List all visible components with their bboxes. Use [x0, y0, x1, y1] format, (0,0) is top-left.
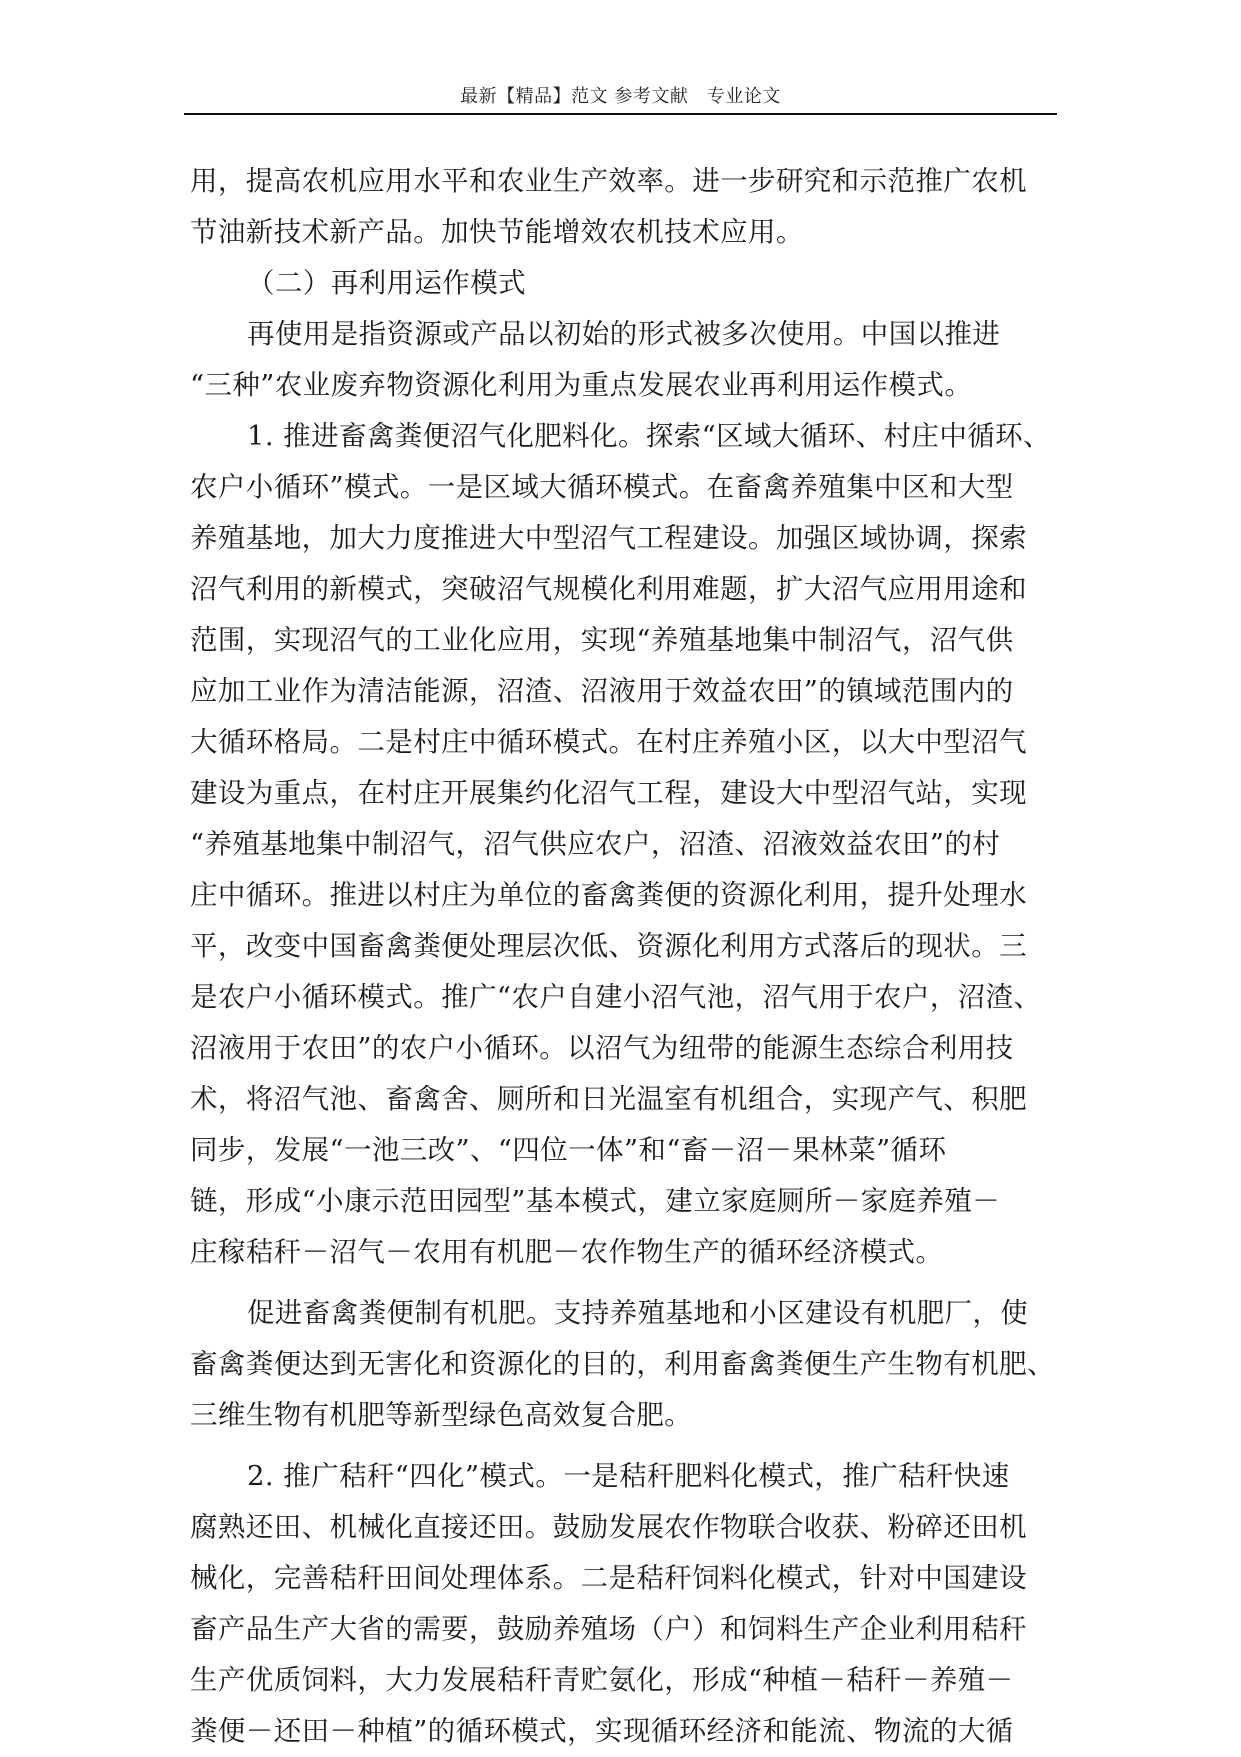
body-line: 同步，发展“一池三改”、“四位一体”和“畜－沼－果林菜”循环: [190, 1134, 947, 1166]
body-line: 2. 推广秸秆“四化”模式。一是秸秆肥料化模式，推广秸秆快速: [247, 1460, 1010, 1492]
body-line: 庄中循环。推进以村庄为单位的畜禽粪便的资源化利用，提升处理水: [190, 879, 1027, 911]
body-line: 促进畜禽粪便制有机肥。支持养殖基地和小区建设有机肥厂，使: [247, 1297, 1029, 1329]
body-line: 粪便－还田－种植”的循环模式，实现循环经济和能流、物流的大循: [190, 1715, 1014, 1747]
body-line: 1. 推进畜禽粪便沼气化肥料化。探索“区域大循环、村庄中循环、: [247, 420, 1051, 452]
body-line: 沼液用于农田”的农户小循环。以沼气为纽带的能源生态综合利用技: [190, 1032, 1014, 1064]
body-line: 三维生物有机肥等新型绿色高效复合肥。: [190, 1399, 693, 1431]
body-line: 腐熟还田、机械化直接还田。鼓励发展农作物联合收获、粉碎还田机: [190, 1511, 1027, 1543]
body-line: “养殖基地集中制沼气，沼气供应农户，沼渣、沼液效益农田”的村: [190, 828, 1001, 860]
body-line: 建设为重点，在村庄开展集约化沼气工程，建设大中型沼气站，实现: [190, 777, 1027, 809]
header-rule: [184, 113, 1057, 115]
body-line: 再使用是指资源或产品以初始的形式被多次使用。中国以推进: [247, 318, 1001, 350]
body-line: 沼气利用的新模式，突破沼气规模化利用难题，扩大沼气应用用途和: [190, 573, 1027, 605]
body-line: 生产优质饲料，大力发展秸秆青贮氨化，形成“种植－秸秆－养殖－: [190, 1664, 1014, 1696]
body-line: 养殖基地，加大力度推进大中型沼气工程建设。加强区域协调，探索: [190, 522, 1027, 554]
body-line: 农户小循环”模式。一是区域大循环模式。在畜禽养殖集中区和大型: [190, 471, 1014, 503]
section-heading: （二）再利用运作模式: [247, 267, 526, 299]
page-header: 最新【精品】范文 参考文献 专业论文: [460, 86, 781, 107]
body-line: 是农户小循环模式。推广“农户自建小沼气池，沼气用于农户，沼渣、: [190, 981, 1042, 1013]
body-line: “三种”农业废弃物资源化利用为重点发展农业再利用运作模式。: [190, 369, 973, 401]
body-line: 平，改变中国畜禽粪便处理层次低、资源化利用方式落后的现状。三: [190, 930, 1027, 962]
body-line: 范围，实现沼气的工业化应用，实现“养殖基地集中制沼气，沼气供: [190, 624, 1014, 656]
body-line: 畜产品生产大省的需要，鼓励养殖场（户）和饲料生产企业利用秸秆: [190, 1613, 1027, 1645]
body-line: 械化，完善秸秆田间处理体系。二是秸秆饲料化模式，针对中国建设: [190, 1562, 1027, 1594]
body-line: 畜禽粪便达到无害化和资源化的目的，利用畜禽粪便生产生物有机肥、: [190, 1348, 1055, 1380]
body-line: 术，将沼气池、畜禽舍、厕所和日光温室有机组合，实现产气、积肥: [190, 1083, 1027, 1115]
body-line: 节油新技术新产品。加快节能增效农机技术应用。: [190, 216, 804, 248]
body-line: 庄稼秸秆－沼气－农用有机肥－农作物生产的循环经济模式。: [190, 1236, 944, 1268]
body-line: 大循环格局。二是村庄中循环模式。在村庄养殖小区，以大中型沼气: [190, 726, 1027, 758]
body-line: 用，提高农机应用水平和农业生产效率。进一步研究和示范推广农机: [190, 165, 1027, 197]
document-body: [190, 156, 1060, 1757]
body-line: 应加工业作为清洁能源，沼渣、沼液用于效益农田”的镇域范围内的: [190, 675, 1014, 707]
body-line: 链，形成“小康示范田园型”基本模式，建立家庭厕所－家庭养殖－: [190, 1185, 1001, 1217]
